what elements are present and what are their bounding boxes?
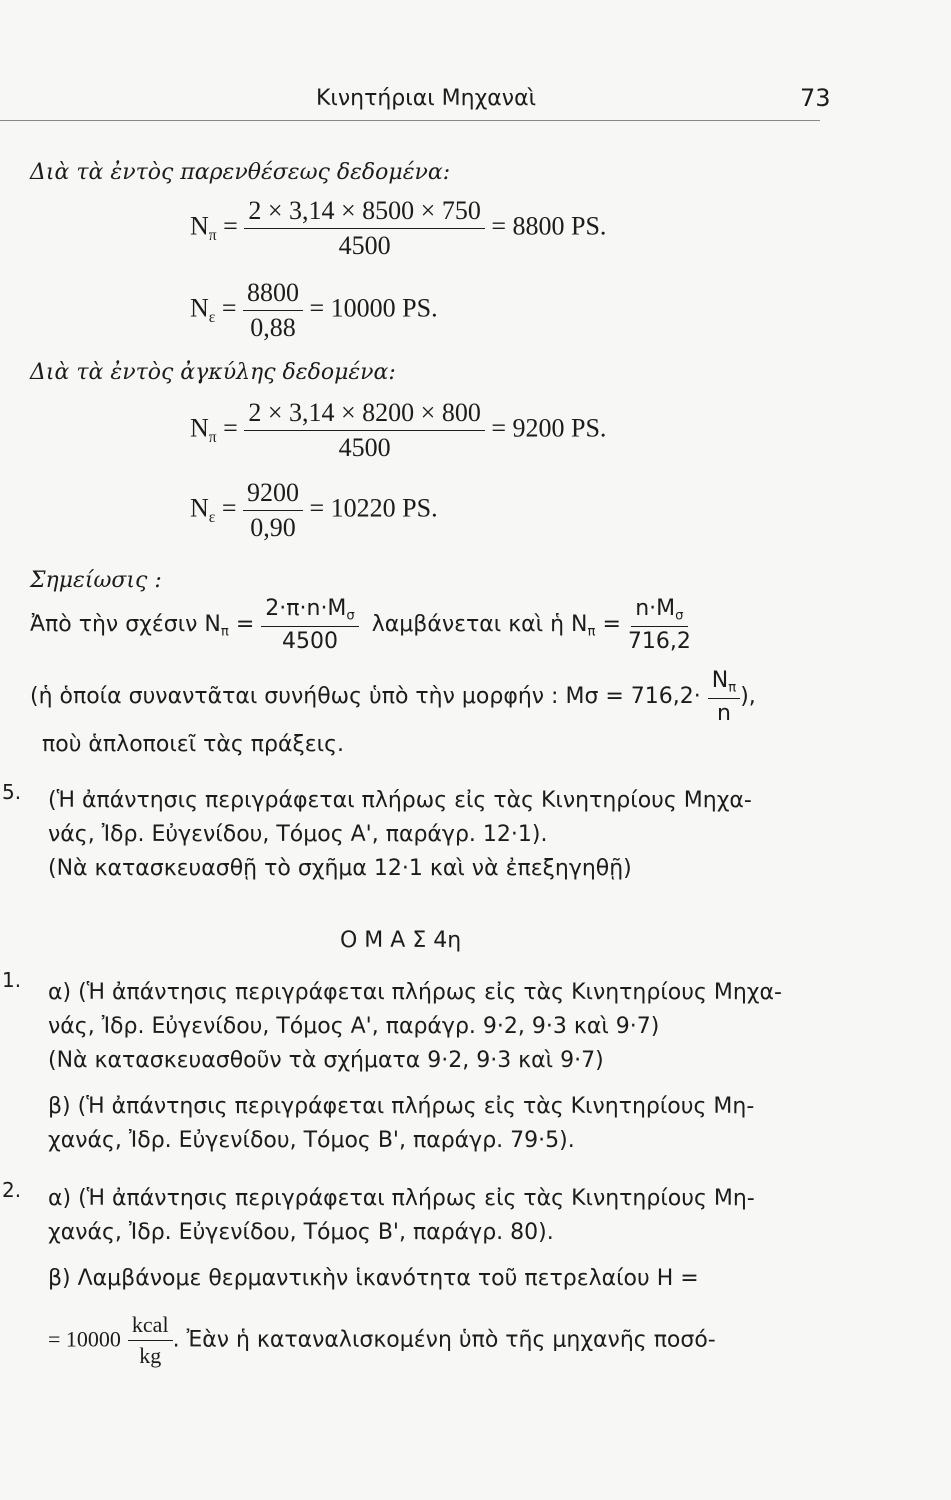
item2-number: 2. xyxy=(2,1178,22,1202)
page-number: 73 xyxy=(800,84,831,112)
fraction-numerator-sub: σ xyxy=(346,608,355,624)
equation-fraction xyxy=(244,398,485,463)
item5-line3: (Νὰ κατασκευασθῇ τὸ σχῆμα 12·1 καὶ νὰ ἐπεξηγηθῇ) xyxy=(48,856,632,881)
item2-b-line2-text: . Ἐὰν ἡ καταναλισκομένη ὑπὸ τῆς μηχανῆς ποσό- xyxy=(172,1327,716,1353)
note-relation-prefix-sub: π xyxy=(220,624,229,640)
note-fraction-1 xyxy=(261,596,359,654)
equation-lhs: N xyxy=(190,293,209,323)
fraction-numerator: kcal xyxy=(128,1312,173,1341)
fraction-denominator: 716,2 xyxy=(627,628,691,654)
equation-lhs: N xyxy=(190,493,209,523)
equation-fraction xyxy=(243,478,303,543)
equation-lhs-sub: π xyxy=(208,428,217,446)
equation-result: = 9200 PS. xyxy=(491,413,607,443)
fraction-numerator: 2 × 3,14 × 8500 × 750 xyxy=(244,196,485,229)
item1-b-line2: χανάς, Ἰδρ. Εὐγενίδου, Τόμος Β', παράγρ. 79·5). xyxy=(48,1128,575,1153)
fraction-numerator: n·M xyxy=(635,596,676,621)
item1-a-line2: νάς, Ἰδρ. Εὐγενίδου, Τόμος Α', παράγρ. 9·2, 9·3 καὶ 9·7) xyxy=(48,1014,660,1039)
note-simplify-line: ποὺ ἁπλοποιεῖ τὰς πράξεις. xyxy=(42,732,345,757)
fraction-numerator: 8800 xyxy=(243,278,303,311)
equation-lhs-sub: ε xyxy=(208,508,216,526)
fraction-numerator-sub: π xyxy=(728,680,737,696)
item5-number: 5. xyxy=(2,780,22,804)
fraction-denominator: 4500 xyxy=(282,628,339,654)
block2-equation-ne: $N_\varepsilon$ = $\frac{9200}{0,90}$ = 10220 PS. xyxy=(190,478,438,542)
item1-number: 1. xyxy=(2,968,22,992)
block1-equation-np: $N_\pi$ = $\frac{2 \times 3,14 \times 8500 \times 750}{4500}$ = 8800 PS. xyxy=(190,196,607,260)
equation-fraction xyxy=(244,196,485,261)
block2-intro: Διὰ τὰ ἐντὸς ἀγκύλης δεδομένα: xyxy=(30,360,396,385)
equation-lhs-sub: π xyxy=(208,226,217,244)
item5-line1: (Ἡ ἀπάντησις περιγράφεται πλήρως εἰς τὰς Κινητηρίους Μηχα- xyxy=(48,788,752,813)
note-form-line xyxy=(30,668,756,726)
block2-equation-np: $N_\pi$ = $\frac{2 \times 3,14 \times 8200 \times 800}{4500}$ = 9200 PS. xyxy=(190,398,607,462)
heating-value: = 10000 xyxy=(48,1326,121,1352)
note-form-suffix: ), xyxy=(740,683,756,709)
note-relation-equals: = xyxy=(228,611,262,637)
note-fraction-3 xyxy=(708,668,740,726)
equation-lhs: N xyxy=(190,413,209,443)
running-title: Κινητήριαι Μηχαναὶ xyxy=(316,86,537,111)
fraction-denominator: 0,90 xyxy=(250,513,296,542)
equation-result: = 8800 PS. xyxy=(491,211,607,241)
block1-intro: Διὰ τὰ ἐντὸς παρενθέσεως δεδομένα: xyxy=(30,160,451,185)
fraction-denominator: kg xyxy=(139,1343,162,1368)
note-relation-line: Ἀπὸ τὴν σχέσιν $N_\pi$ = $\frac{2\cdot\pi\cdot n\cdot M_\sigma}{4500}$ λαμβάνεται καὶ ἡ $N_\pi$ = $\frac{n\cdot M_\sigma}{716,2}$ xyxy=(30,596,691,654)
fraction-numerator: 9200 xyxy=(243,478,303,511)
equation-fraction xyxy=(243,278,303,343)
note-relation-middle: λαμβάνεται καὶ ἡ N xyxy=(371,611,588,637)
item1-a-line1: α) (Ἡ ἀπάντησις περιγράφεται πλήρως εἰς τὰς Κινητηρίους Μηχα- xyxy=(48,980,782,1005)
fraction-denominator: 0,88 xyxy=(250,313,296,342)
item2-a-line2: χανάς, Ἰδρ. Εὐγενίδου, Τόμος Β', παράγρ. 80). xyxy=(48,1220,554,1245)
fraction-numerator: 2·π·n·M xyxy=(265,596,347,621)
item1-b-line1: β) (Ἡ ἀπάντησις περιγράφεται πλήρως εἰς τὰς Κινητηρίους Μη- xyxy=(48,1094,755,1119)
note-fraction-2 xyxy=(628,596,691,654)
equation-result: = 10000 PS. xyxy=(309,293,438,323)
equation-lhs: N xyxy=(190,211,209,241)
equation-lhs-sub: ε xyxy=(208,308,216,326)
equation-result: = 10220 PS. xyxy=(309,493,438,523)
note-title: Σημείωσις : xyxy=(30,568,162,593)
unit-fraction xyxy=(128,1312,173,1369)
item2-a-line1: α) (Ἡ ἀπάντησις περιγράφεται πλήρως εἰς τὰς Κινητηρίους Μη- xyxy=(48,1186,755,1211)
note-relation-middle-sub: π xyxy=(587,624,596,640)
item2-b-line2 xyxy=(48,1312,716,1369)
note-relation-prefix: Ἀπὸ τὴν σχέσιν N xyxy=(30,611,221,637)
item1-a-line3: (Νὰ κατασκευασθοῦν τὰ σχήματα 9·2, 9·3 καὶ 9·7) xyxy=(48,1048,604,1073)
block1-equation-ne: $N_\varepsilon$ = $\frac{8800}{0,88}$ = 10000 PS. xyxy=(190,278,438,342)
fraction-numerator: 2 × 3,14 × 8200 × 800 xyxy=(244,398,485,431)
fraction-denominator: 4500 xyxy=(338,231,391,260)
fraction-denominator: 4500 xyxy=(338,433,391,462)
item5-line2: νάς, Ἰδρ. Εὐγενίδου, Τόμος Α', παράγρ. 12·1). xyxy=(48,822,548,847)
header-rule xyxy=(0,120,820,121)
fraction-numerator-sub: σ xyxy=(675,608,684,624)
fraction-numerator: N xyxy=(711,668,729,693)
item2-b-line1: β) Λαμβάνομε θερμαντικὴν ἱκανότητα τοῦ πετρελαίου H = xyxy=(48,1266,699,1291)
group-heading: Ο Μ Α Σ 4η xyxy=(340,928,462,953)
fraction-denominator: n xyxy=(717,700,731,726)
note-form-prefix: (ἡ ὁποία συναντᾶται συνήθως ὑπὸ τὴν μορφήν : Mσ = 716,2· xyxy=(30,683,701,709)
